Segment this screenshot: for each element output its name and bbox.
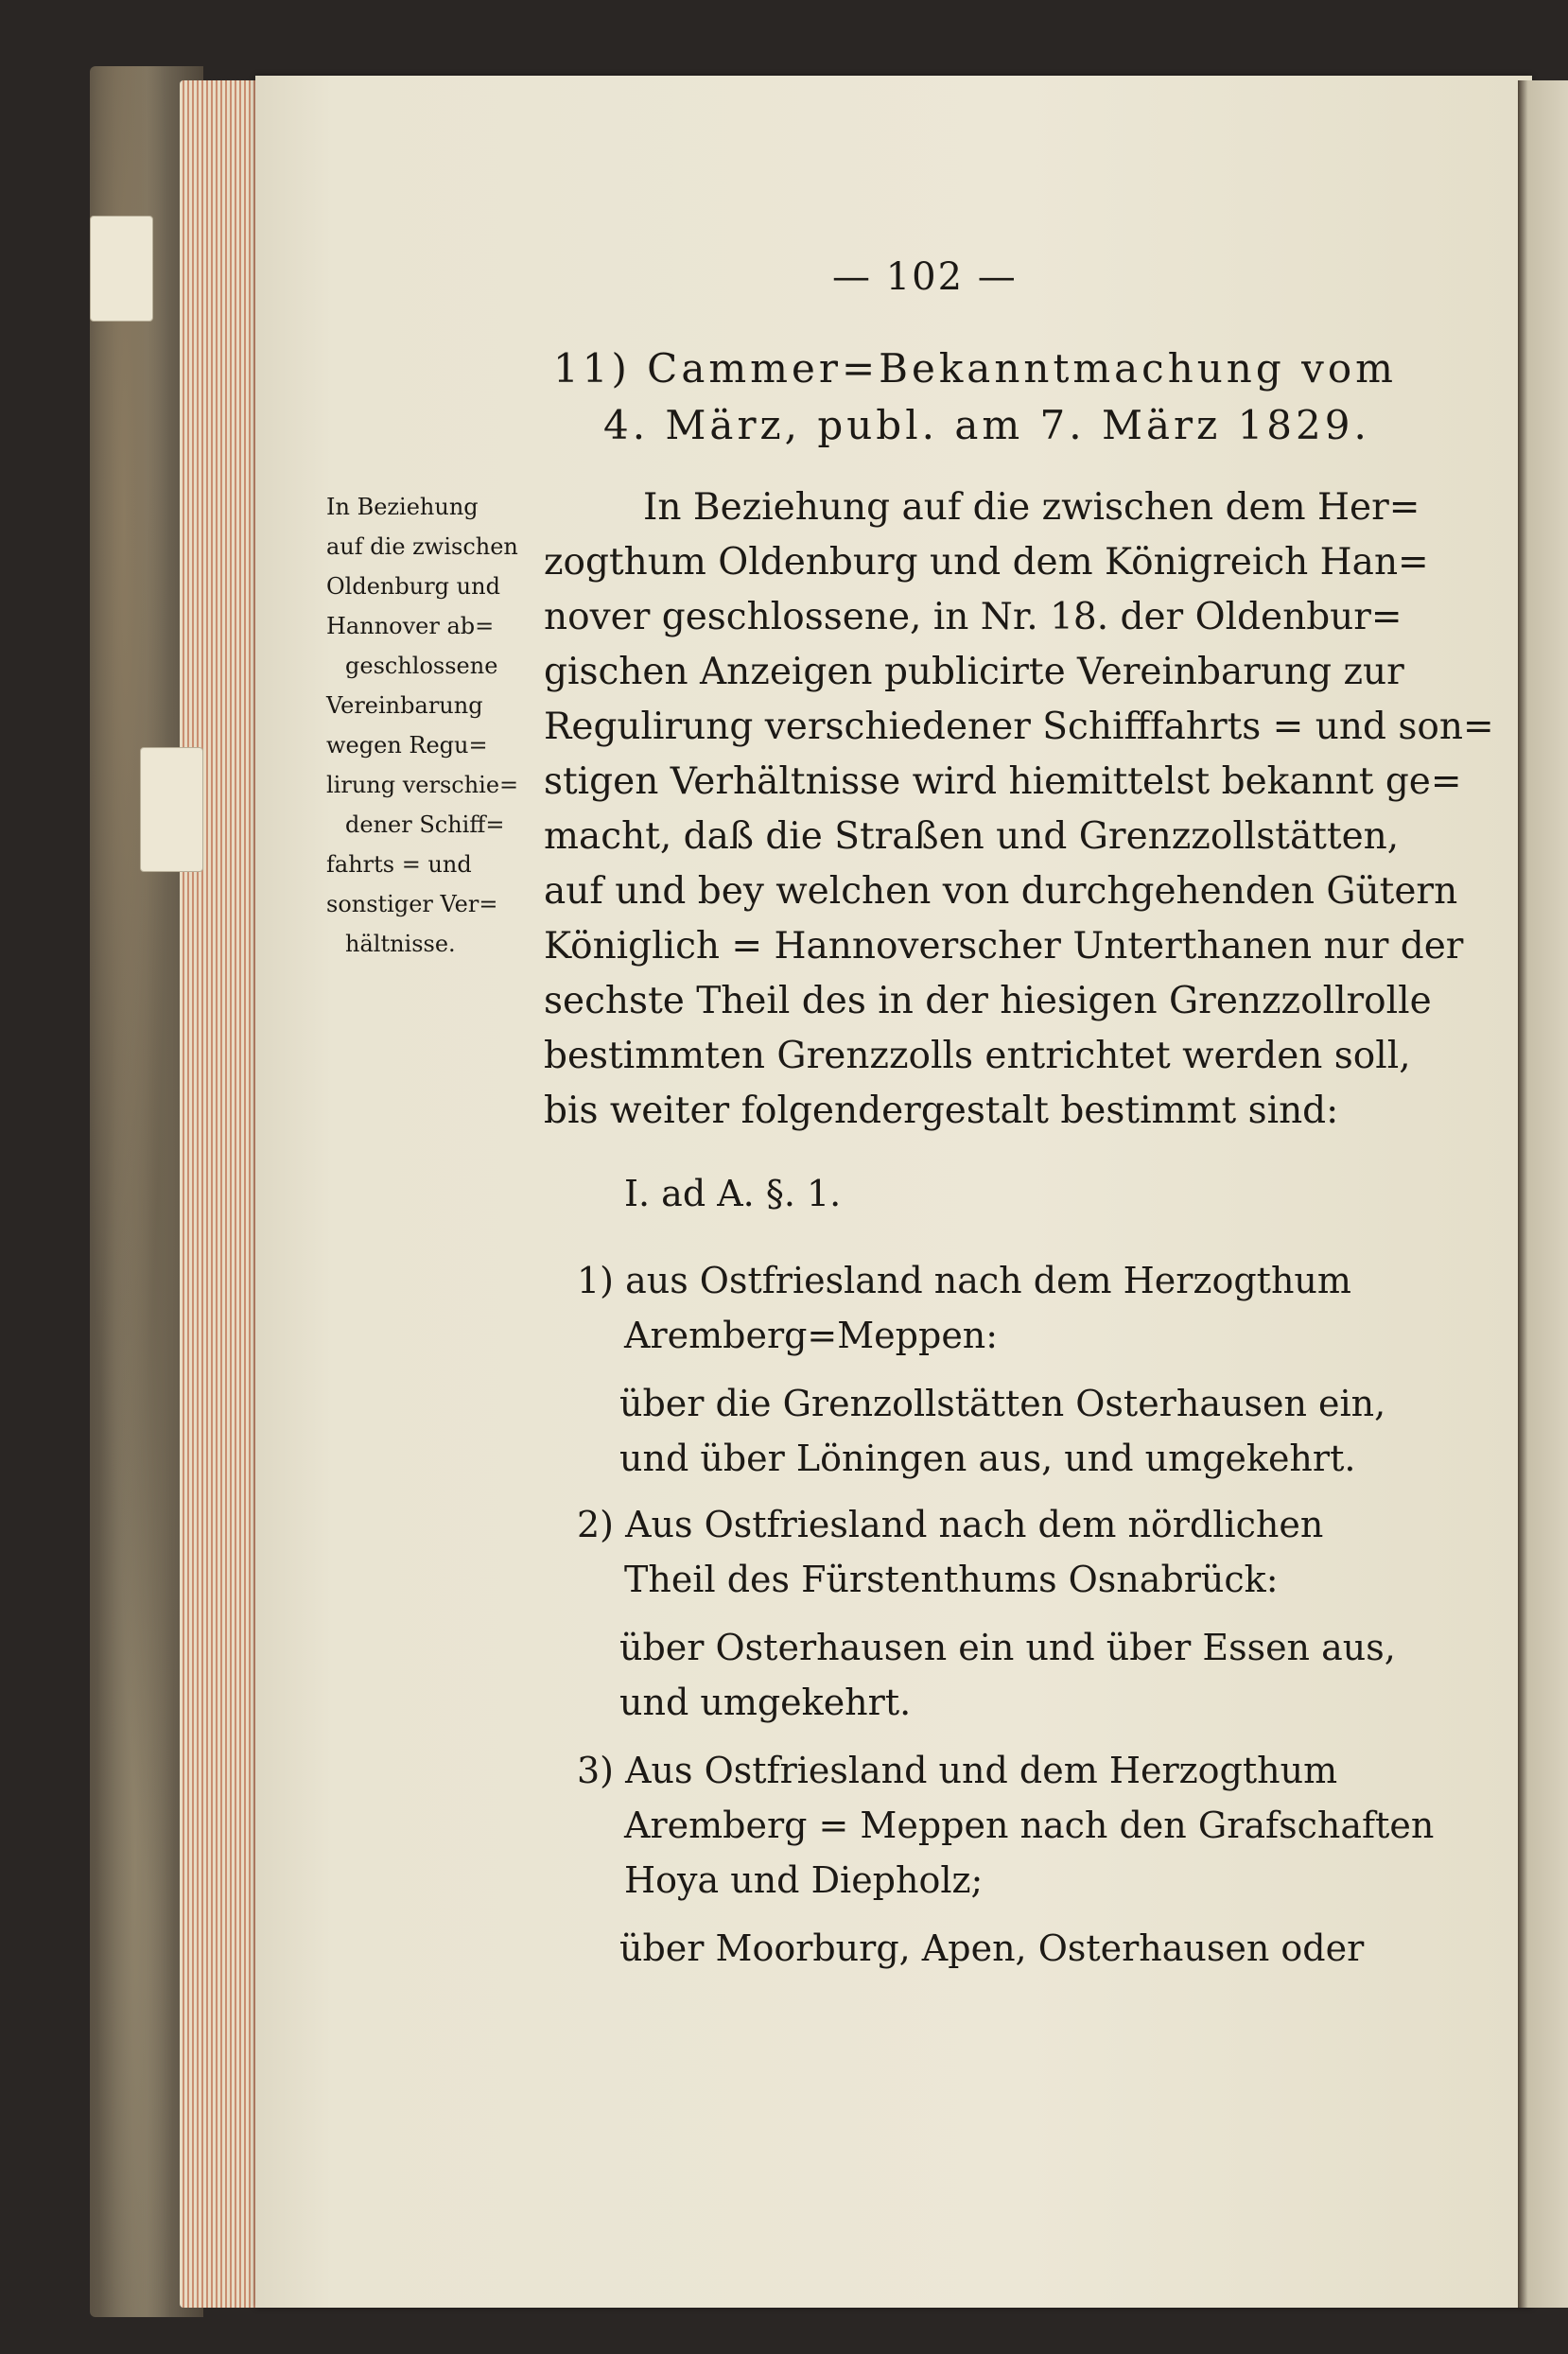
body-line: macht, daß die Straßen und Grenzzollstätten, (544, 815, 1400, 858)
margin-line: Hannover ab= (326, 613, 495, 639)
body-line: bestimmten Grenzzolls entrichtet werden soll, (544, 1035, 1411, 1077)
body-line: stigen Verhältnisse wird hiemittelst bekannt ge= (544, 760, 1462, 803)
margin-line: fahrts = und (326, 851, 472, 878)
list-item: und über Löningen aus, und umgekehrt. (619, 1438, 1356, 1479)
paper-tab (140, 747, 203, 872)
body-line: bis weiter folgendergestalt bestimmt sind: (544, 1090, 1339, 1132)
body-line: zogthum Oldenburg und dem Königreich Han= (544, 541, 1429, 584)
list-item: Hoya und Diepholz; (624, 1859, 984, 1901)
heading-line-2: 4. März, publ. am 7. März 1829. (603, 402, 1370, 448)
paper-tab (90, 216, 153, 322)
body-line: nover geschlossene, in Nr. 18. der Oldenbur= (544, 596, 1402, 638)
margin-line: sonstiger Ver= (326, 891, 498, 917)
list-item: 1) aus Ostfriesland nach dem Herzogthum (577, 1260, 1351, 1301)
margin-line: lirung verschie= (326, 772, 519, 798)
list-item: über Osterhausen ein und über Essen aus, (619, 1627, 1396, 1668)
list-item: über Moorburg, Apen, Osterhausen oder (619, 1927, 1365, 1969)
margin-line: dener Schiff= (345, 811, 505, 838)
section-heading: I. ad A. §. 1. (624, 1173, 842, 1214)
heading-line-1: 11) Cammer=Bekanntmachung vom (553, 345, 1397, 392)
margin-line: wegen Regu= (326, 732, 488, 759)
list-item: Aremberg = Meppen nach den Grafschaften (624, 1805, 1435, 1846)
body-line: Königlich = Hannoverscher Unterthanen nur der (544, 925, 1464, 968)
list-item: und umgekehrt. (619, 1682, 912, 1723)
page-edges (180, 80, 265, 2308)
list-item: 2) Aus Ostfriesland nach dem nördlichen (577, 1504, 1324, 1545)
margin-line: In Beziehung (326, 494, 479, 520)
margin-line: geschlossene (345, 653, 498, 679)
next-page-edge (1518, 80, 1568, 2308)
body-line: Regulirung verschiedener Schifffahrts = und son= (544, 706, 1494, 748)
body-line: gischen Anzeigen publicirte Vereinbarung zur (544, 651, 1404, 693)
list-item: Theil des Fürstenthums Osnabrück: (624, 1559, 1279, 1600)
margin-line: Vereinbarung (326, 692, 483, 719)
body-line: sechste Theil des in der hiesigen Grenzzollrolle (544, 980, 1432, 1022)
list-item: Aremberg=Meppen: (624, 1315, 999, 1356)
list-item: über die Grenzollstätten Osterhausen ein, (619, 1383, 1386, 1424)
body-line: In Beziehung auf die zwischen dem Her= (643, 486, 1420, 529)
list-item: 3) Aus Ostfriesland und dem Herzogthum (577, 1750, 1338, 1791)
margin-line: Oldenburg und (326, 573, 500, 600)
margin-line: hältnisse. (345, 931, 456, 957)
margin-line: auf die zwischen (326, 533, 518, 560)
body-line: auf und bey welchen von durchgehenden Gütern (544, 870, 1458, 913)
page-number: — 102 — (832, 255, 1018, 299)
